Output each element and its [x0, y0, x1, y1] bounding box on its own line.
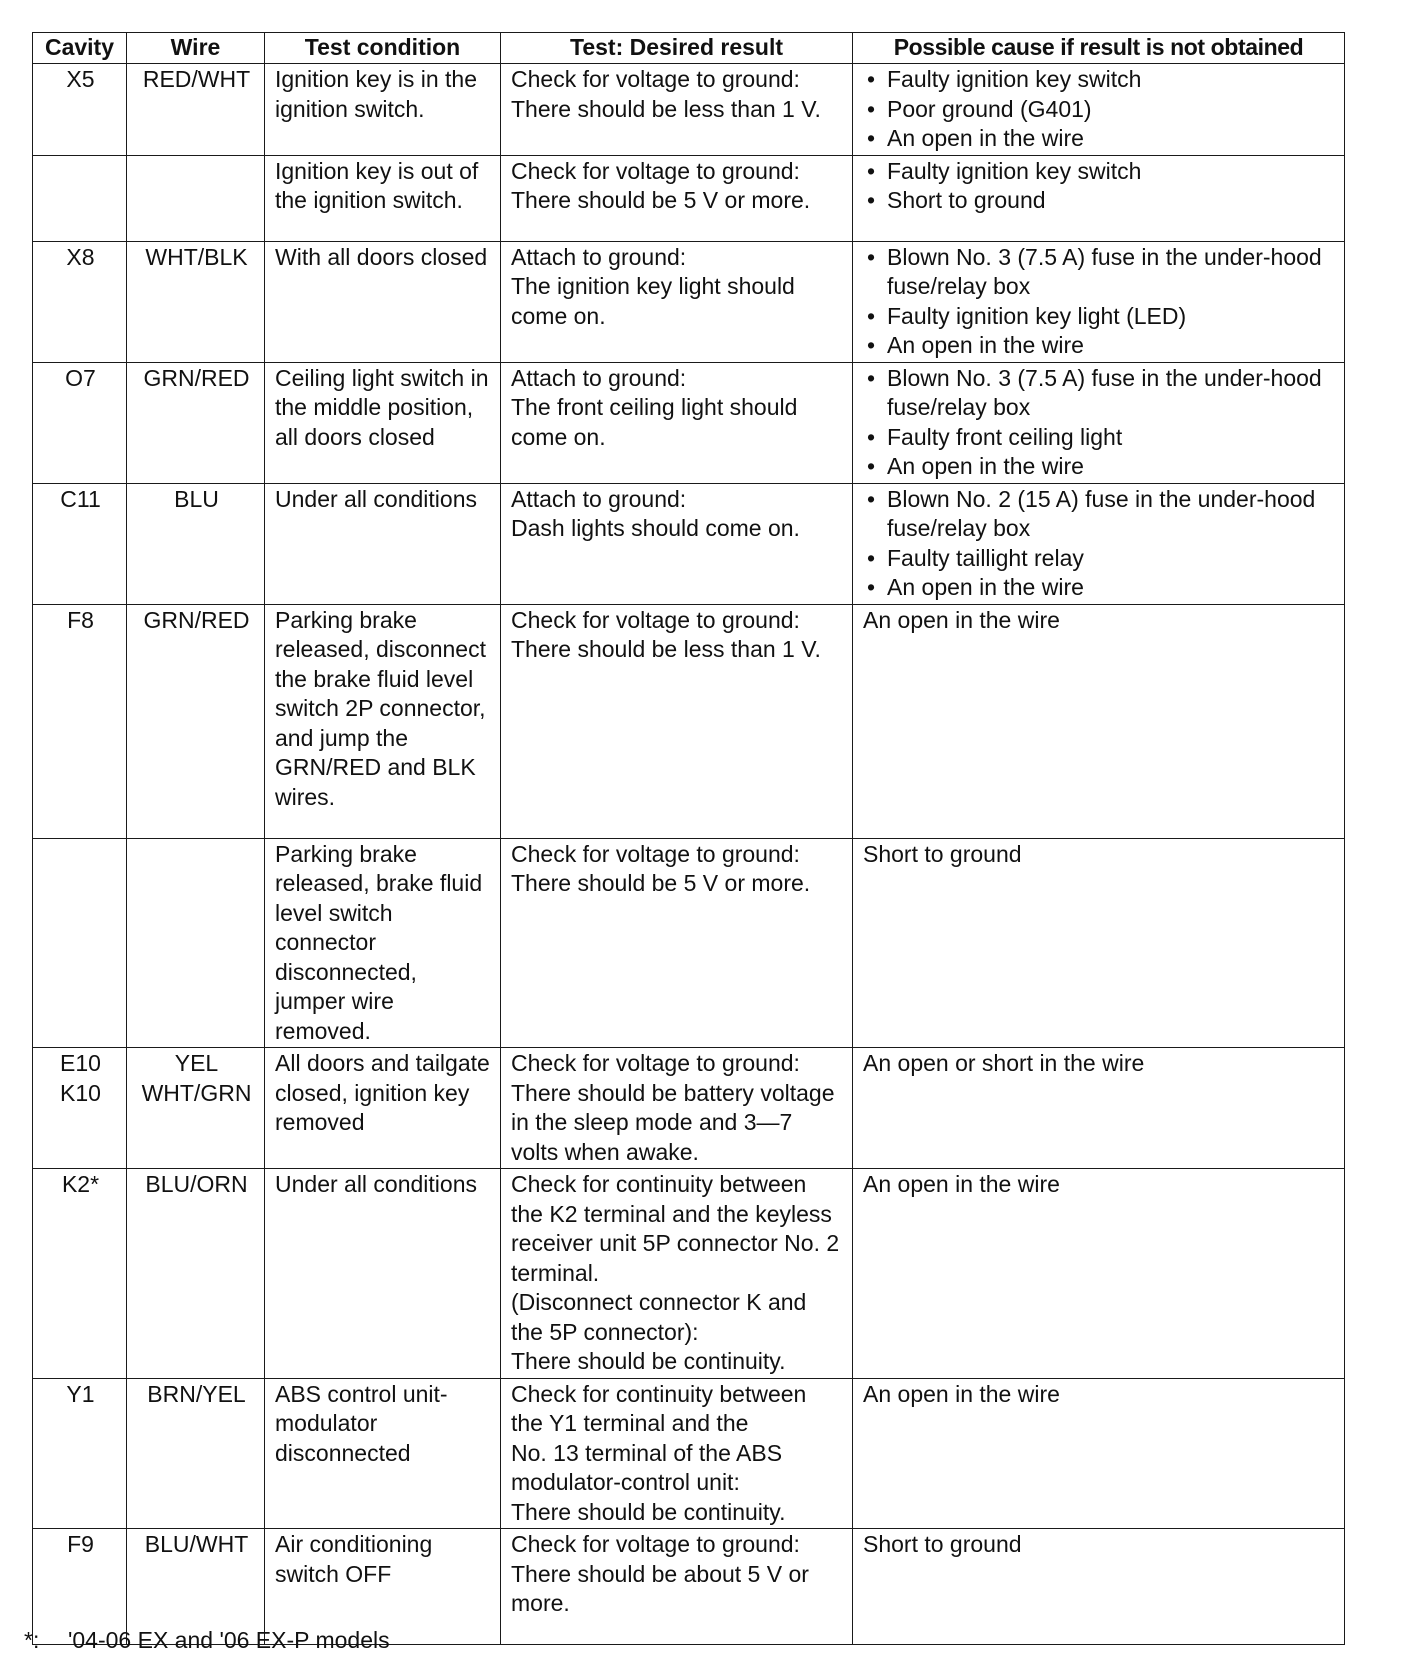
condition-cell: Parking brake released, disconnect the brake fluid level switch 2P connector, and jump the GRN/RED and BLK wires. — [265, 604, 501, 838]
cause-item: • Faulty ignition key light (LED) — [863, 302, 1336, 332]
condition-cell: ABS control unit-modulator disconnected — [265, 1378, 501, 1529]
result-cell — [501, 1169, 853, 1379]
result-line: Attach to ground: — [511, 364, 687, 391]
cause-item: • Blown No. 2 (15 A) fuse in the under-hood fuse/relay box — [863, 485, 1336, 544]
cause-list — [863, 157, 1336, 216]
cause-cell: Short to ground — [853, 1529, 1345, 1645]
result-cell — [501, 1048, 853, 1169]
cause-item: • An open in the wire — [863, 124, 1336, 154]
cause-list — [863, 364, 1336, 482]
cavity-cell: O7 — [33, 362, 127, 483]
table-row — [33, 1169, 1345, 1379]
cause-cell: An open in the wire — [853, 1378, 1345, 1529]
result-line: (Disconnect connector K and the 5P connector): — [511, 1289, 807, 1345]
result-line: There should be less than 1 V. — [511, 95, 821, 122]
cause-cell: An open or short in the wire — [853, 1048, 1345, 1169]
table-row — [33, 1048, 1345, 1169]
cause-item: • Faulty taillight relay — [863, 544, 1336, 574]
cause-cell: An open in the wire — [853, 604, 1345, 838]
condition-cell: All doors and tailgate closed, ignition key removed — [265, 1048, 501, 1169]
header-cavity: Cavity — [33, 33, 127, 64]
result-line: There should be less than 1 V. — [511, 636, 821, 662]
cause-cell — [853, 241, 1345, 362]
result-cell — [501, 241, 853, 362]
cavity-cell: X8 — [33, 241, 127, 362]
result-line: No. 13 terminal of the ABS modulator-control unit: — [511, 1439, 783, 1495]
wire-cell — [127, 1048, 265, 1169]
result-line: Attach to ground: — [511, 485, 687, 512]
result-line: Check for continuity between the K2 terminal and the keyless receiver unit 5P connector No. 2 terminal. — [511, 1171, 840, 1286]
table-row — [33, 604, 1345, 838]
result-cell — [501, 604, 853, 838]
cavity-cell: C11 — [33, 483, 127, 604]
header-desired-result: Test: Desired result — [501, 33, 853, 64]
result-cell — [501, 64, 853, 156]
cause-cell — [853, 362, 1345, 483]
result-line: Attach to ground: — [511, 243, 687, 270]
condition-cell: Ignition key is out of the ignition switch. — [265, 155, 501, 241]
table-row — [33, 1378, 1345, 1529]
cause-cell — [853, 64, 1345, 156]
result-cell — [501, 362, 853, 483]
wire-value: YEL — [174, 1050, 219, 1076]
wire-cell: RED/WHT — [127, 64, 265, 156]
cavity-cell — [33, 1048, 127, 1169]
cavity-cell: F8 — [33, 604, 127, 838]
result-cell — [501, 483, 853, 604]
result-line: Dash lights should come on. — [511, 515, 800, 541]
header-possible-cause: Possible cause if result is not obtained — [853, 33, 1345, 64]
wire-cell: BLU/WHT — [127, 1529, 265, 1645]
condition-cell: Ignition key is in the ignition switch. — [265, 64, 501, 156]
cause-item: • Poor ground (G401) — [863, 95, 1336, 125]
cause-cell: An open in the wire — [853, 1169, 1345, 1379]
result-line: Check for voltage to ground: — [511, 1531, 800, 1557]
cause-item: • An open in the wire — [863, 573, 1336, 603]
document-page — [32, 32, 1344, 1645]
result-line: There should be continuity. — [511, 1348, 786, 1374]
condition-cell: Under all conditions — [265, 483, 501, 604]
wire-cell-empty — [127, 838, 265, 1048]
result-line: Check for voltage to ground: — [511, 66, 800, 92]
result-cell — [501, 155, 853, 241]
diagnostic-table — [32, 32, 1345, 1645]
condition-cell: Parking brake released, brake fluid level switch connector disconnected, jumper wire removed. — [265, 838, 501, 1048]
result-line: Check for voltage to ground: — [511, 840, 800, 867]
cause-list — [863, 65, 1336, 154]
footnote-mark: *: — [24, 1627, 40, 1653]
cause-item: • Blown No. 3 (7.5 A) fuse in the under-hood fuse/relay box — [863, 364, 1336, 423]
cavity-cell-empty — [33, 838, 127, 1048]
result-line: Check for voltage to ground: — [511, 157, 800, 184]
footnote-text: '04-06 EX and '06 EX-P models — [68, 1627, 390, 1653]
cavity-value: K10 — [60, 1079, 101, 1106]
cavity-cell: X5 — [33, 64, 127, 156]
cause-cell: Short to ground — [853, 838, 1345, 1048]
result-cell — [501, 838, 853, 1048]
wire-cell: BLU — [127, 483, 265, 604]
table-row — [33, 838, 1345, 1048]
result-line: There should be about 5 V or more. — [511, 1560, 809, 1616]
cause-list — [863, 243, 1336, 361]
result-cell — [501, 1529, 853, 1645]
wire-cell: WHT/BLK — [127, 241, 265, 362]
header-test-condition: Test condition — [265, 33, 501, 64]
cavity-cell: F9 — [33, 1529, 127, 1645]
condition-cell: With all doors closed — [265, 241, 501, 362]
table-row — [33, 64, 1345, 156]
cause-list — [863, 485, 1336, 603]
cause-item: • An open in the wire — [863, 331, 1336, 361]
wire-value: WHT/GRN — [141, 1079, 252, 1106]
table-row — [33, 241, 1345, 362]
wire-cell: BLU/ORN — [127, 1169, 265, 1379]
cause-item: • Faulty front ceiling light — [863, 423, 1336, 453]
result-line: There should be battery voltage in the sleep mode and 3—7 volts when awake. — [511, 1079, 835, 1165]
footnote — [24, 1626, 390, 1654]
wire-cell: GRN/RED — [127, 604, 265, 838]
result-line: The ignition key light should come on. — [511, 273, 795, 329]
wire-cell-empty — [127, 155, 265, 241]
condition-cell: Under all conditions — [265, 1169, 501, 1379]
result-line: There should be continuity. — [511, 1498, 786, 1525]
result-line: The front ceiling light should come on. — [511, 394, 798, 450]
result-cell — [501, 1378, 853, 1529]
cavity-value: E10 — [60, 1050, 101, 1076]
cause-item: • Faulty ignition key switch — [863, 157, 1336, 187]
header-wire: Wire — [127, 33, 265, 64]
wire-cell: GRN/RED — [127, 362, 265, 483]
table-row — [33, 155, 1345, 241]
result-line: Check for continuity between the Y1 terminal and the — [511, 1380, 807, 1436]
cause-item: • Short to ground — [863, 186, 1336, 216]
result-line: Check for voltage to ground: — [511, 606, 800, 633]
cavity-cell: K2* — [33, 1169, 127, 1379]
cause-item: • Blown No. 3 (7.5 A) fuse in the under-hood fuse/relay box — [863, 243, 1336, 302]
cavity-cell-empty — [33, 155, 127, 241]
table-row — [33, 362, 1345, 483]
result-line: There should be 5 V or more. — [511, 870, 811, 896]
cause-item: • An open in the wire — [863, 452, 1336, 482]
table-row — [33, 483, 1345, 604]
result-line: Check for voltage to ground: — [511, 1050, 800, 1076]
condition-cell: Air conditioning switch OFF — [265, 1529, 501, 1645]
header-row — [33, 33, 1345, 64]
result-line: There should be 5 V or more. — [511, 187, 811, 213]
cause-item: • Faulty ignition key switch — [863, 65, 1336, 95]
condition-cell: Ceiling light switch in the middle position, all doors closed — [265, 362, 501, 483]
cause-cell — [853, 155, 1345, 241]
cause-cell — [853, 483, 1345, 604]
cavity-cell: Y1 — [33, 1378, 127, 1529]
wire-cell: BRN/YEL — [127, 1378, 265, 1529]
